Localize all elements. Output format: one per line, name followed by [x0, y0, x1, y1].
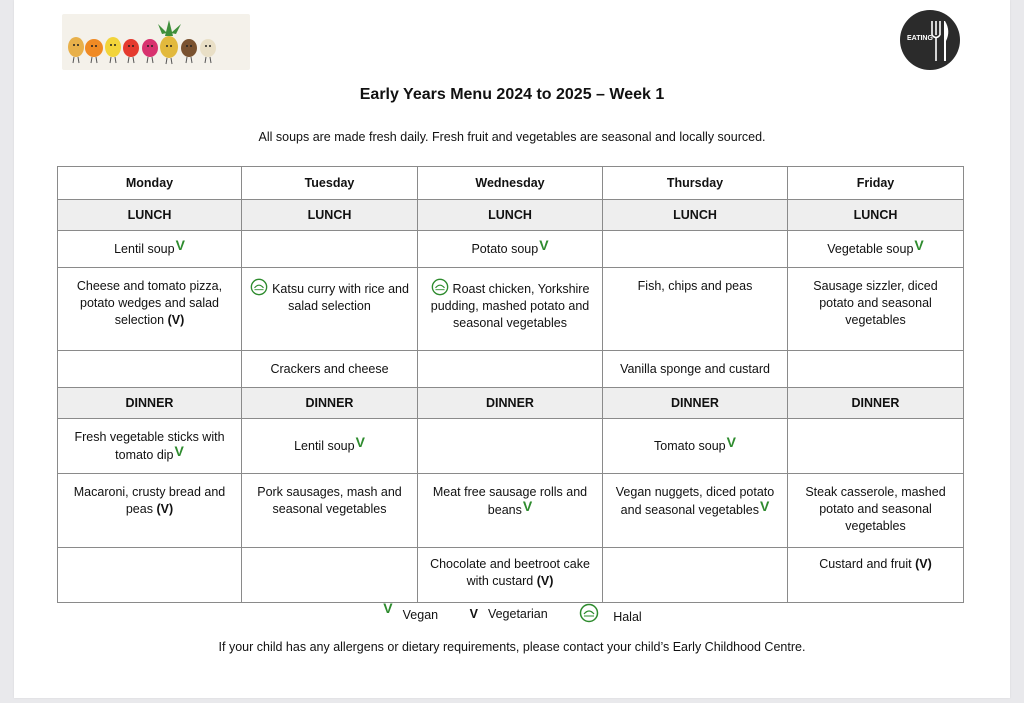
page-title: Early Years Menu 2024 to 2025 – Week 1 [359, 86, 665, 103]
dinner-dessert-wednesday [418, 548, 603, 603]
day-header-thursday: Thursday [603, 167, 788, 200]
vegan-leaf-icon: V [539, 237, 549, 253]
lunch-main-row [58, 268, 964, 351]
lunch-soup-text: Vegetable soup [827, 242, 914, 256]
dinner-dessert-monday [58, 548, 242, 603]
dinner-label: DINNER [242, 388, 418, 419]
dinner-starter-tuesday [242, 419, 418, 474]
vegetarian-mark: (V) [167, 313, 185, 327]
vegetarian-mark: (V) [915, 557, 932, 571]
lunch-section-row [58, 200, 964, 231]
lunch-soup-thursday [603, 231, 788, 268]
dinner-dessert-thursday [603, 548, 788, 603]
vegan-leaf-icon: V [759, 498, 770, 514]
dinner-dessert-friday [788, 548, 964, 603]
dinner-main-thursday [603, 474, 788, 548]
menu-page [14, 0, 1010, 698]
lunch-label: LUNCH [242, 200, 418, 231]
lunch-soup-text: Lentil soup [114, 242, 175, 256]
lunch-dessert-row [58, 351, 964, 388]
fruit-illustration [62, 14, 250, 70]
dinner-label: DINNER [58, 388, 242, 419]
dinner-starter-friday [788, 419, 964, 474]
dinner-section-row [58, 388, 964, 419]
day-header-tuesday: Tuesday [242, 167, 418, 200]
lunch-soup-row [58, 231, 964, 268]
day-header-monday: Monday [58, 167, 242, 200]
lunch-soup-text: Potato soup [471, 242, 539, 256]
vegan-leaf-icon: V [726, 434, 736, 450]
lunch-soup-friday [788, 231, 964, 268]
vegetarian-letter: V [469, 606, 478, 621]
dinner-label: DINNER [603, 388, 788, 419]
dinner-label: DINNER [788, 388, 964, 419]
fruit-characters-logo [62, 14, 250, 70]
dinner-starter-monday [58, 419, 242, 474]
dietary-legend [14, 599, 1010, 633]
lunch-label: LUNCH [58, 200, 242, 231]
lunch-dessert-tuesday: Crackers and cheese [242, 351, 418, 388]
halal-icon [250, 278, 268, 296]
dinner-main-text: Vegan nuggets, diced potato and seasonal vegetables [615, 485, 775, 517]
legend-vegan [382, 599, 439, 622]
dinner-main-wednesday [418, 474, 603, 548]
dinner-main-tuesday [242, 474, 418, 548]
lunch-main-thursday [603, 268, 788, 351]
allergen-footer-note: If your child has any allergens or dietary requirements, please contact your child’s Early Childhood Centre. [218, 640, 806, 654]
dinner-main-text: Meat free sausage rolls and beans [432, 485, 588, 517]
vegetarian-mark: (V) [156, 502, 174, 516]
lunch-dessert-monday [58, 351, 242, 388]
lunch-soup-tuesday [242, 231, 418, 268]
dinner-starter-text: Tomato soup [654, 439, 726, 453]
dinner-starter-text: Fresh vegetable sticks with tomato dip [74, 429, 225, 462]
day-header-wednesday: Wednesday [418, 167, 603, 200]
dinner-main-text: Pork sausages, mash and seasonal vegetables [257, 485, 402, 516]
vegan-leaf-icon: V [355, 434, 365, 450]
lunch-main-text: Roast chicken, Yorkshire pudding, mashed potato and seasonal vegetables [430, 282, 590, 330]
halal-icon [431, 278, 449, 296]
dinner-dessert-tuesday [242, 548, 418, 603]
legend-halal [579, 603, 642, 624]
legend-vegetarian-label: Vegetarian [487, 606, 548, 621]
dinner-main-friday [788, 474, 964, 548]
lunch-dessert-friday [788, 351, 964, 388]
lunch-label: LUNCH [788, 200, 964, 231]
lunch-soup-monday [58, 231, 242, 268]
dinner-starter-row [58, 419, 964, 474]
vegan-leaf-icon: V [175, 237, 185, 253]
dinner-dessert-text: Custard and fruit [819, 557, 912, 571]
dinner-main-text: Steak casserole, mashed potato and seasonal vegetables [805, 485, 946, 533]
dinner-label: DINNER [418, 388, 603, 419]
lunch-main-monday [58, 268, 242, 351]
lunch-main-text: Fish, chips and peas [637, 279, 753, 293]
dinner-starter-wednesday [418, 419, 603, 474]
dinner-main-monday [58, 474, 242, 548]
lunch-soup-wednesday [418, 231, 603, 268]
dinner-dessert-row [58, 548, 964, 603]
halal-icon [579, 603, 599, 623]
dinner-main-row [58, 474, 964, 548]
lunch-main-friday [788, 268, 964, 351]
page-subtitle: All soups are made fresh daily. Fresh fruit and vegetables are seasonal and locally sourced. [258, 130, 766, 144]
vegan-leaf-icon: V [914, 237, 924, 253]
dinner-starter-text: Lentil soup [294, 439, 355, 453]
menu-table [57, 166, 964, 603]
lunch-label: LUNCH [603, 200, 788, 231]
legend-halal-label: Halal [613, 610, 642, 624]
lunch-main-text: Katsu curry with rice and salad selection [272, 282, 409, 313]
lunch-dessert-thursday: Vanilla sponge and custard [603, 351, 788, 388]
vegan-leaf-icon: V [522, 498, 533, 514]
vegan-leaf-icon: V [174, 442, 184, 459]
lunch-dessert-wednesday [418, 351, 603, 388]
legend-vegetarian [470, 607, 548, 621]
dinner-starter-thursday [603, 419, 788, 474]
vegan-leaf-icon: V [383, 599, 393, 616]
lunch-main-text: Cheese and tomato pizza, potato wedges and salad selection [76, 279, 223, 327]
lunch-main-tuesday [242, 268, 418, 351]
lunch-label: LUNCH [418, 200, 603, 231]
lunch-main-text: Sausage sizzler, diced potato and seasonal vegetables [813, 279, 938, 327]
dinner-dessert-text: Chocolate and beetroot cake with custard [430, 557, 590, 588]
legend-vegan-label: Vegan [402, 607, 439, 622]
eating-brand-logo [899, 9, 961, 71]
lunch-main-wednesday [418, 268, 603, 351]
day-header-friday: Friday [788, 167, 964, 200]
day-header-row [58, 167, 964, 200]
brand-logo-text: EATING [907, 35, 933, 42]
vegetarian-mark: (V) [536, 574, 554, 588]
dinner-main-text: Macaroni, crusty bread and peas [73, 485, 226, 516]
